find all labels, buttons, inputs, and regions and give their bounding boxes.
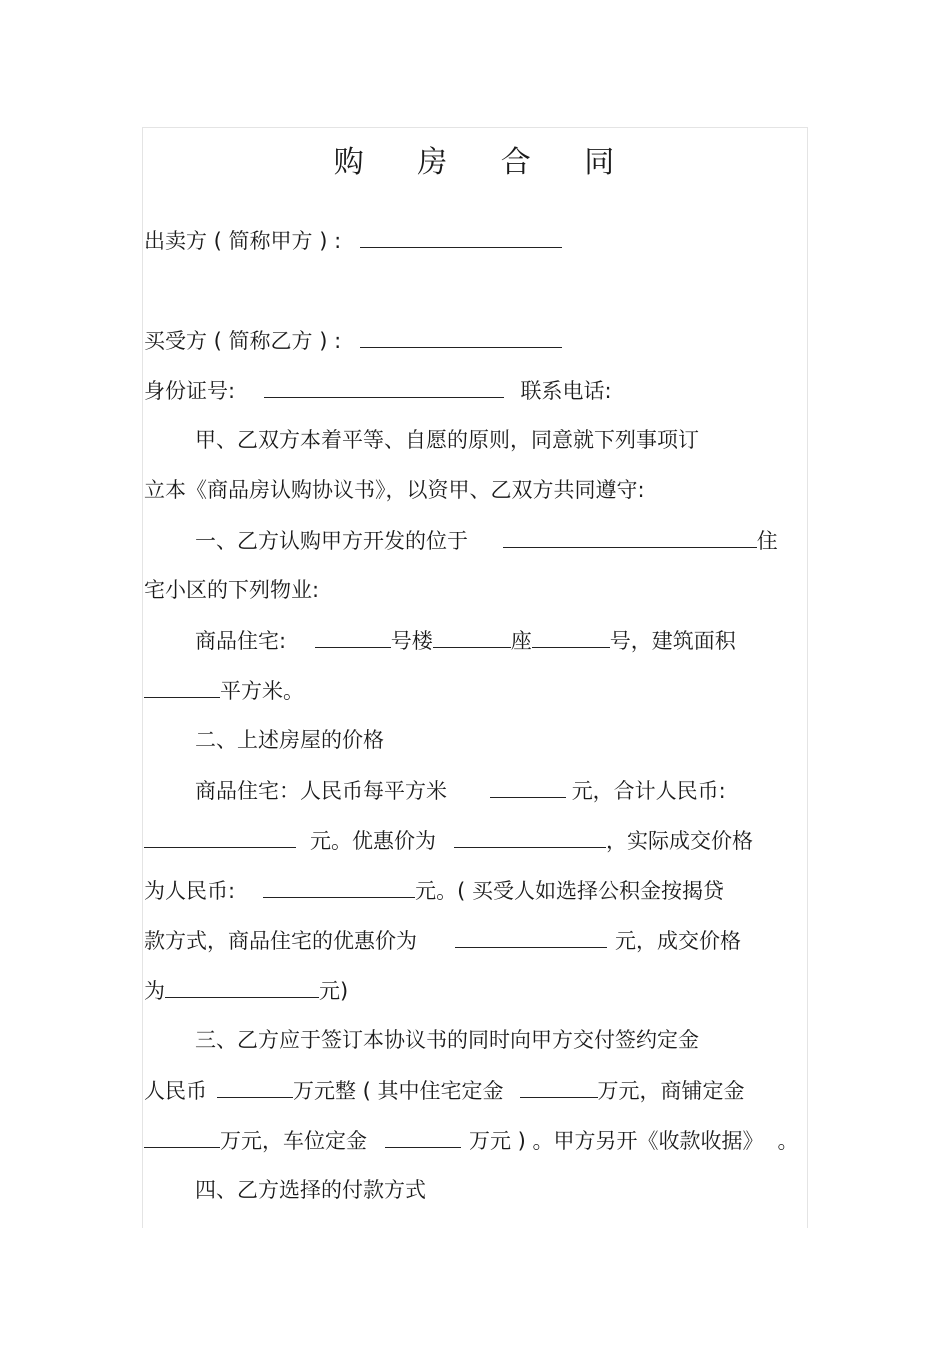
fund-discount-blank[interactable] [455, 925, 607, 948]
clause3-text-f: 万元 ) 。甲方另开《收款收据》 [469, 1129, 764, 1153]
deal-price-blank[interactable] [263, 875, 415, 898]
price-text-c: 元。优惠价为 [310, 829, 436, 853]
seller-line [144, 225, 562, 255]
house-line [144, 625, 736, 655]
clause3-text-c: 万元整 ( 其中住宅定金 [293, 1079, 504, 1103]
price-text-g: 款方式，商品住宅的优惠价为 [144, 929, 417, 953]
house-deposit-blank[interactable] [520, 1075, 598, 1098]
clause3-line-3 [144, 1125, 799, 1155]
price-text-d: ，实际成交价格 [606, 829, 753, 853]
price-text-e: 为人民币: [144, 879, 236, 903]
building-unit: 号楼 [390, 629, 433, 653]
clause3-line-2 [144, 1075, 745, 1105]
room-blank[interactable] [532, 625, 610, 648]
clause3-text-g: 。 [777, 1129, 799, 1153]
price-line-3 [144, 875, 724, 905]
price-line-1 [144, 775, 726, 805]
area-line [144, 675, 304, 705]
house-label: 商品住宅: [195, 629, 287, 653]
price-line-5 [144, 975, 348, 1005]
clause1-text-2: 宅小区的下列物业: [144, 578, 320, 602]
id-blank[interactable] [264, 375, 504, 398]
clause1-text: 一、乙方认购甲方开发的位于 [195, 529, 468, 553]
phone-label: 联系电话: [520, 379, 612, 403]
block-unit: 座 [510, 629, 532, 653]
deposit-blank[interactable] [217, 1075, 293, 1098]
price-text-b: 元，合计人民币: [571, 779, 726, 803]
building-blank[interactable] [315, 625, 391, 648]
clause3-text-b: 人民币 [144, 1079, 207, 1103]
price-line-2 [144, 825, 753, 855]
price-text-a: 商品住宅：人民币每平方米 [195, 779, 447, 803]
clause3-text-a: 三、乙方应于签订本协议书的同时向甲方交付签约定金 [195, 1028, 699, 1052]
location-blank[interactable] [503, 525, 757, 548]
clause1-line [144, 525, 778, 555]
unit-price-blank[interactable] [490, 775, 566, 798]
price-line-4 [144, 925, 741, 955]
area-unit: 平方米。 [220, 679, 304, 703]
buyer-blank[interactable] [360, 325, 562, 348]
discount-price-blank[interactable] [454, 825, 606, 848]
price-text-i: 为 [144, 979, 165, 1003]
id-line [144, 375, 612, 405]
intro-text-1: 甲、乙双方本着平等、自愿的原则，同意就下列事项订 [195, 428, 699, 452]
intro-text-2: 立本《商品房认购协议书》，以资甲、乙双方共同遵守: [144, 478, 645, 502]
intro-line-2 [144, 475, 645, 505]
clause3-text-d: 万元，商铺定金 [597, 1079, 745, 1103]
clause2-title: 二、上述房屋的价格 [195, 728, 384, 752]
seller-blank[interactable] [360, 225, 562, 248]
price-text-h: 元，成交价格 [615, 929, 741, 953]
area-blank[interactable] [144, 675, 220, 698]
clause3-line-1 [144, 1025, 699, 1055]
price-text-j: 元) [319, 979, 349, 1003]
id-label: 身份证号: [144, 379, 236, 403]
seller-label: 出卖方 ( 简称甲方 ) : [144, 229, 342, 253]
clause4-title: 四、乙方选择的付款方式 [195, 1178, 426, 1202]
room-unit: 号，建筑面积 [609, 629, 736, 653]
fund-deal-blank[interactable] [165, 975, 319, 998]
parking-deposit-blank[interactable] [385, 1125, 461, 1148]
intro-line-1 [144, 425, 699, 455]
clause1-line-2 [144, 575, 319, 605]
price-text-f: 元。( 买受人如选择公积金按揭贷 [415, 879, 724, 903]
clause3-text-e: 万元，车位定金 [220, 1129, 367, 1153]
block-blank[interactable] [433, 625, 511, 648]
total-price-blank[interactable] [144, 825, 296, 848]
buyer-label: 买受方 ( 简称乙方 ) : [144, 329, 342, 353]
shop-deposit-blank[interactable] [144, 1125, 220, 1148]
clause1-tail: 住 [756, 529, 778, 553]
clause4-title-line [144, 1175, 426, 1205]
document-title: 购 房 合 同 [333, 145, 637, 180]
buyer-line [144, 325, 562, 355]
clause2-title-line [144, 725, 384, 755]
